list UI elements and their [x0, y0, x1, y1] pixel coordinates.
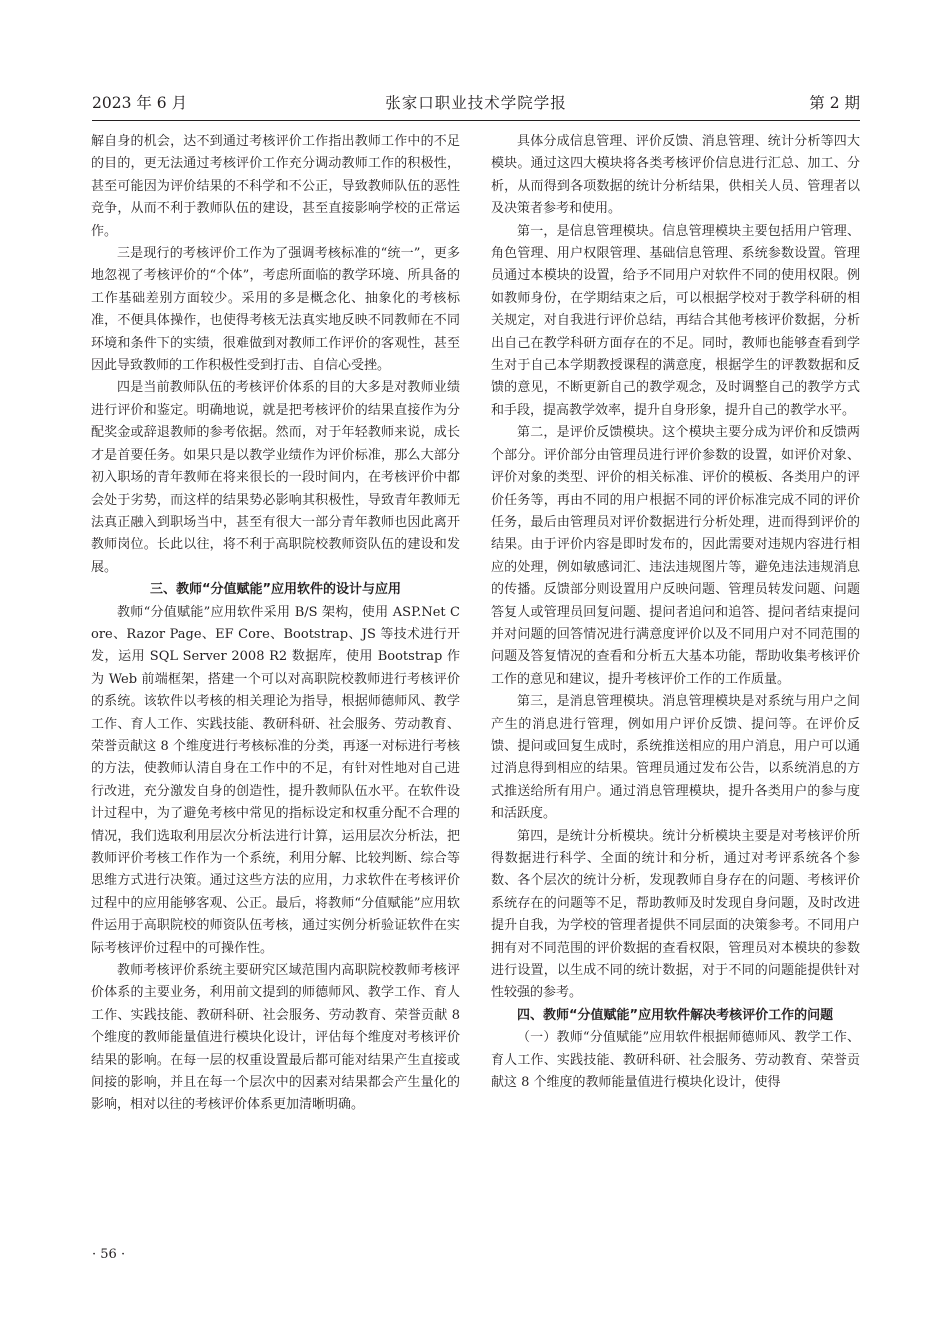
left-paragraph-4: 教师“分值赋能”应用软件采用 B/S 架构，使用 ASP.Net Core、Razor Page、EF Core、Bootstrap、JS 等技术进行开发，运用 SQL Server 2008 R2 数据库，使用 Bootstrap 作为 Web 前端框架，搭建一个可以对高职院校教师进行考核评价的系统。该软件以考核的相关理论为指导，根据师德师风、教学工作、育人工作、实践技能、教研科研、社会服务、劳动教育、荣誉贡献这 8 个维度进行考核标准的分类，再逐一对标进行考核的方法，使教师认清自身在工作中的不足，有针对性地对自己进行改进，充分激发自身的创造性，提升教师队伍水平。在软件设计过程中，为了避免考核中常见的指标设定和权重分配不合理的情况，我们选取利用层次分析法进行计算，运用层次分析法，把教师评价考核工作作为一个系统，利用分解、比较判断、综合等思维方式进行决策。通过这些方法的应用，力求软件在考核评价过程中的应用能够客观、公正。最后，将教师“分值赋能”应用软件运用于高职院校的师资队伍考核，通过实例分析验证软件在实际考核评价过程中的可操作性。: [91, 604, 460, 956]
section-heading-4: 四、教师“分值赋能”应用软件解决考核评价工作的问题: [517, 1007, 834, 1023]
left-paragraph-2: 三是现行的考核评价工作为了强调考核标准的“统一”，更多地忽视了考核评价的“个体”，考虑所面临的教学环境、所具备的工作基础差别方面较少。采用的多是概念化、抽象化的考核标准，不便具体操作，也使得考核无法真实地反映不同教师在不同环境和条件下的实绩，很难做到对教师工作评价的客观性，甚至因此导致教师的工作积极性受到打击、自信心受挫。: [91, 246, 460, 374]
left-column: [91, 131, 460, 1117]
right-column: [491, 131, 860, 1094]
right-paragraph-4: 第三，是消息管理模块。消息管理模块是对系统与用户之间产生的消息进行管理，例如用户评价反馈、提问等。在评价反馈、提问或回复生成时，系统推送相应的用户消息，用户可以通过消息得到相应的结果。管理员通过发布公告，以系统消息的方式推送给所有用户。通过消息管理模块，提升各类用户的参与度和活跃度。: [491, 694, 860, 822]
right-paragraph-6: （一）教师“分值赋能”应用软件根据师德师风、教学工作、育人工作、实践技能、教研科研、社会服务、劳动教育、荣誉贡献这 8 个维度的教师能量值进行模块化设计，使得: [491, 1030, 860, 1091]
header-date: 2023 年 6 月: [92, 94, 188, 112]
right-paragraph-5: 第四，是统计分析模块。统计分析模块主要是对考核评价所得数据进行科学、全面的统计和分析，通过对考评系统各个参数、各个层次的统计分析，发现教师自身存在的问题、考核评价系统存在的问题等不足，帮助教师及时发现自身问题，及时改进提升自我，为学校的管理者提供不同层面的决策参考。不同用户拥有对不同范围的评价数据的查看权限，管理员对本模块的参数进行设置，以生成不同的统计数据，对于不同的问题能提供针对性较强的参考。: [491, 828, 860, 1001]
header-issue: 第 2 期: [809, 94, 860, 112]
right-paragraph-1: 具体分成信息管理、评价反馈、消息管理、统计分析等四大模块。通过这四大模块将各类考核评价信息进行汇总、加工、分析，从而得到各项数据的统计分析结果，供相关人员、管理者以及决策者参考和使用。: [491, 134, 860, 217]
header-rule: [92, 120, 860, 121]
header-journal-title: 张家口职业技术学院学报: [385, 94, 567, 112]
left-paragraph-1: 解自身的机会，达不到通过考核评价工作指出教师工作中的不足的目的，更无法通过考核评价工作充分调动教师工作的积极性，甚至可能因为评价结果的不科学和不公正，导致教师队伍的恶性竞争，从而不利于教师队伍的建设，甚至直接影响学校的正常运作。: [91, 134, 460, 239]
right-paragraph-3: 第二，是评价反馈模块。这个模块主要分成为评价和反馈两个部分。评价部分由管理员进行评价参数的设置，如评价对象、评价对象的类型、评价的相关标准、评价的模板、各类用户的评价任务等，再由不同的用户根据不同的评价标准完成不同的评价任务，最后由管理员对评价数据进行分析处理，进而得到评价的结果。由于评价内容是即时发布的，因此需要对违规内容进行相应的处理，例如敏感词汇、违法违规图片等，避免违法违规消息的传播。反馈部分则设置用户反映问题、管理员转发问题、问题答复人或管理员回复问题、提问者追问和追答、提问者结束提问并对问题的回答情况进行满意度评价以及不同用户对不同范围的问题及答复情况的查看和分析五大基本功能，帮助收集考核评价工作的意见和建议，提升考核评价工作的工作质量。: [491, 425, 860, 687]
section-heading-3: 三、教师“分值赋能”应用软件的设计与应用: [149, 582, 402, 598]
right-paragraph-2: 第一，是信息管理模块。信息管理模块主要包括用户管理、角色管理、用户权限管理、基础信息管理、系统参数设置。管理员通过本模块的设置，给予不同用户对软件不同的使用权限。例如教师身份，在学期结束之后，可以根据学校对于教学科研的相关规定，对自我进行评价总结，再结合其他考核评价数据，分析出自己在教学科研方面存在的不足。同时，教师也能够查看到学生对于自己本学期教授课程的满意度，根据学生的评教数据和反馈的意见，不断更新自己的教学观念，及时调整自己的教学方式和手段，提高教学效率，提升自身形象，提升自己的教学水平。: [491, 223, 860, 418]
left-paragraph-5: 教师考核评价系统主要研究区域范围内高职院校教师考核评价体系的主要业务，利用前文提到的师德师风、教学工作、育人工作、实践技能、教研科研、社会服务、劳动教育、荣誉贡献 8 个维度的教师能量值进行模块化设计，评估每个维度对考核评价结果的影响。在每一层的权重设置最后都可能对结果产生直接或间接的影响，并且在每一个层次中的因素对结果都会产生量化的影响，相对以往的考核评价体系更加清晰明确。: [91, 963, 460, 1113]
page-number: · 56 ·: [92, 1247, 126, 1262]
left-paragraph-3: 四是当前教师队伍的考核评价体系的目的大多是对教师业绩进行评价和鉴定。明确地说，就是把考核评价的结果直接作为分配奖金或辞退教师的参考依据。然而，对于年轻教师来说，成长才是首要任务。如果只是以教学业绩作为评价标准，那么大部分初入职场的青年教师在将来很长的一段时间内，在考核评价中都会处于劣势，而这样的结果势必影响其积极性，导致青年教师无法真正融入到职场当中，甚至有很大一部分青年教师也因此离开教师岗位。长此以往，将不利于高职院校教师资队伍的建设和发展。: [91, 380, 460, 575]
running-header: [92, 92, 860, 116]
